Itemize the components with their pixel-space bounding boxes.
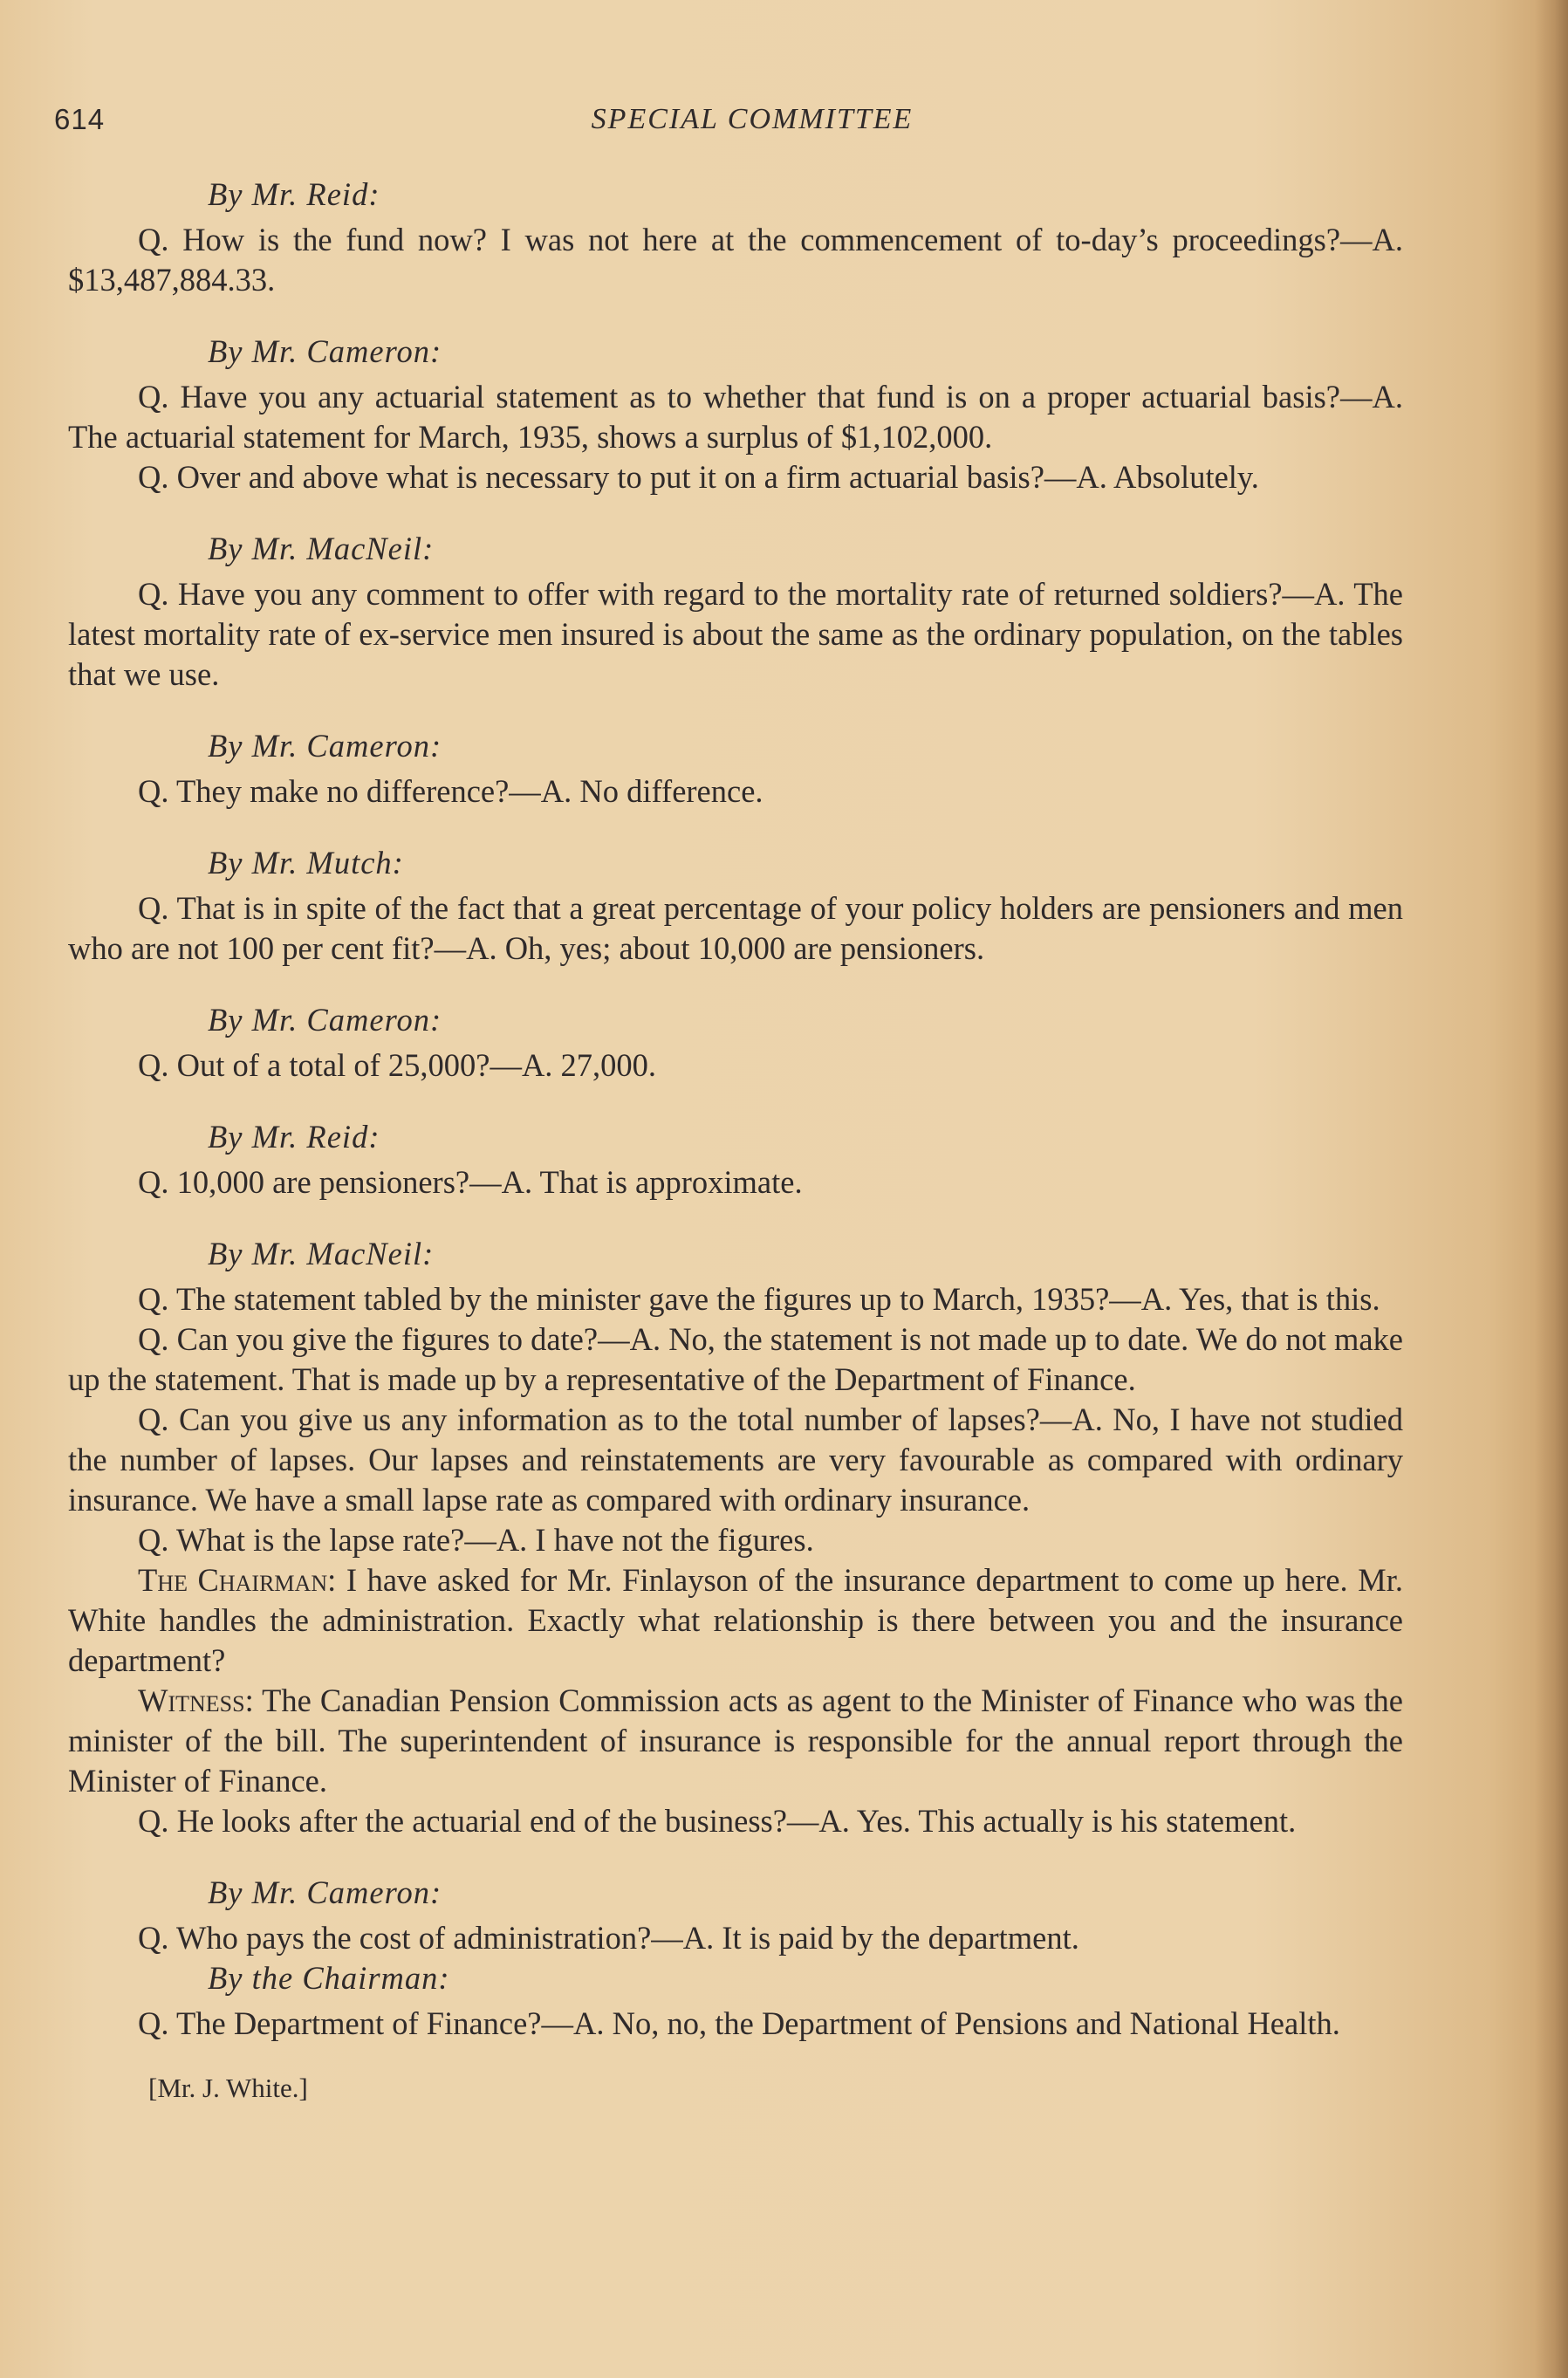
- qa-paragraph: Q. Have you any actuarial statement as to whether that fund is on a proper actuarial basis?—A. The actuarial statement for March, 1935, shows a surplus of $1,102,000.: [68, 379, 1403, 455]
- spacer: [68, 497, 1403, 529]
- qa-paragraph: Q. Can you give us any information as to the total number of lapses?—A. No, I have not studied the number of lapses. Our lapses and reinstatements are very favourable as compared with ordinary insurance. We have a small lapse rate as compared with ordinary insurance.: [68, 1401, 1403, 1518]
- chairman-label: The Chairman:: [138, 1562, 337, 1598]
- spacer: [68, 1203, 1403, 1234]
- qa-paragraph: Q. What is the lapse rate?—A. I have not the figures.: [138, 1522, 814, 1558]
- chairman-remark: [68, 1560, 1403, 1681]
- speaker-heading: By Mr. Mutch:: [208, 845, 404, 881]
- qa-paragraph: Q. The Department of Finance?—A. No, no, the Department of Pensions and National Health.: [138, 2005, 1340, 2041]
- spacer: [68, 969, 1403, 1000]
- spacer: [68, 812, 1403, 843]
- qa-paragraph: Q. That is in spite of the fact that a great percentage of your policy holders are pensioners and men who are not 100 per cent fit?—A. Oh, yes; about 10,000 are pensioners.: [68, 890, 1403, 966]
- speaker-heading: By Mr. Reid:: [208, 176, 380, 212]
- page-number: 614: [54, 103, 106, 135]
- witness-footer: [Mr. J. White.]: [148, 2073, 308, 2103]
- qa-paragraph: Q. Over and above what is necessary to put it on a firm actuarial basis?—A. Absolutely.: [138, 459, 1259, 495]
- qa-paragraph: Q. He looks after the actuarial end of the business?—A. Yes. This actually is his statement.: [138, 1803, 1297, 1839]
- witness-text: The Canadian Pension Commission acts as agent to the Minister of Finance who was the minister of the bill. The superintendent of insurance is responsible for the annual report through the Minister of Finance.: [68, 1682, 1403, 1799]
- section-cameron-4: [68, 1873, 1403, 1958]
- witness-remark: [68, 1681, 1403, 1801]
- qa-paragraph: Q. How is the fund now? I was not here at the commencement of to-day’s proceedings?—A. $13,487,884.33.: [68, 222, 1403, 298]
- qa-paragraph: Q. Can you give the figures to date?—A. No, the statement is not made up to date. We do not make up the statement. That is made up by a representative of the Department of Finance.: [68, 1321, 1403, 1397]
- witness-label: Witness:: [138, 1682, 254, 1718]
- section-cameron-1: [68, 332, 1403, 497]
- section-reid-2: [68, 1117, 1403, 1203]
- section-macneil-2: [68, 1234, 1403, 1841]
- spacer: [68, 300, 1403, 332]
- spacer: [68, 1841, 1403, 1873]
- page-header: [54, 103, 1415, 155]
- section-macneil-1: [68, 529, 1403, 695]
- speaker-heading: By Mr. MacNeil:: [208, 531, 435, 566]
- section-reid-1: [68, 175, 1403, 300]
- qa-paragraph: Q. They make no difference?—A. No difference.: [138, 773, 763, 809]
- transcript-body: [68, 175, 1403, 2108]
- speaker-heading: By Mr. Cameron:: [208, 1874, 442, 1910]
- section-cameron-3: [68, 1000, 1403, 1086]
- section-mutch: [68, 843, 1403, 969]
- spacer: [68, 695, 1403, 726]
- qa-paragraph: Q. Have you any comment to offer with regard to the mortality rate of returned soldiers?—A. The latest mortality rate of ex-service men insured is about the same as the ordinary population, on the tables that we use.: [68, 576, 1403, 692]
- qa-paragraph: Q. The statement tabled by the minister gave the figures up to March, 1935?—A. Yes, that is this.: [138, 1281, 1380, 1317]
- spacer: [68, 1086, 1403, 1117]
- speaker-heading: By Mr. MacNeil:: [208, 1236, 435, 1271]
- qa-paragraph: Q. 10,000 are pensioners?—A. That is approximate.: [138, 1164, 803, 1200]
- qa-paragraph: Q. Out of a total of 25,000?—A. 27,000.: [138, 1047, 657, 1083]
- speaker-heading: By Mr. Cameron:: [208, 728, 442, 764]
- speaker-heading: By Mr. Reid:: [208, 1119, 380, 1155]
- running-head: SPECIAL COMMITTEE: [591, 103, 914, 135]
- section-chairman: [68, 1958, 1403, 2044]
- speaker-heading: By Mr. Cameron:: [208, 1002, 442, 1038]
- speaker-heading: By Mr. Cameron:: [208, 333, 442, 369]
- qa-paragraph: Q. Who pays the cost of administration?—A. It is paid by the department.: [138, 1920, 1079, 1956]
- chairman-text: I have asked for Mr. Finlayson of the insurance department to come up here. Mr. White handles the administration. Exactly what relationship is there between you and the insurance department?: [68, 1562, 1403, 1678]
- page-edge-shadow: [1535, 0, 1568, 2378]
- section-cameron-2: [68, 726, 1403, 812]
- speaker-heading: By the Chairman:: [208, 1960, 450, 1996]
